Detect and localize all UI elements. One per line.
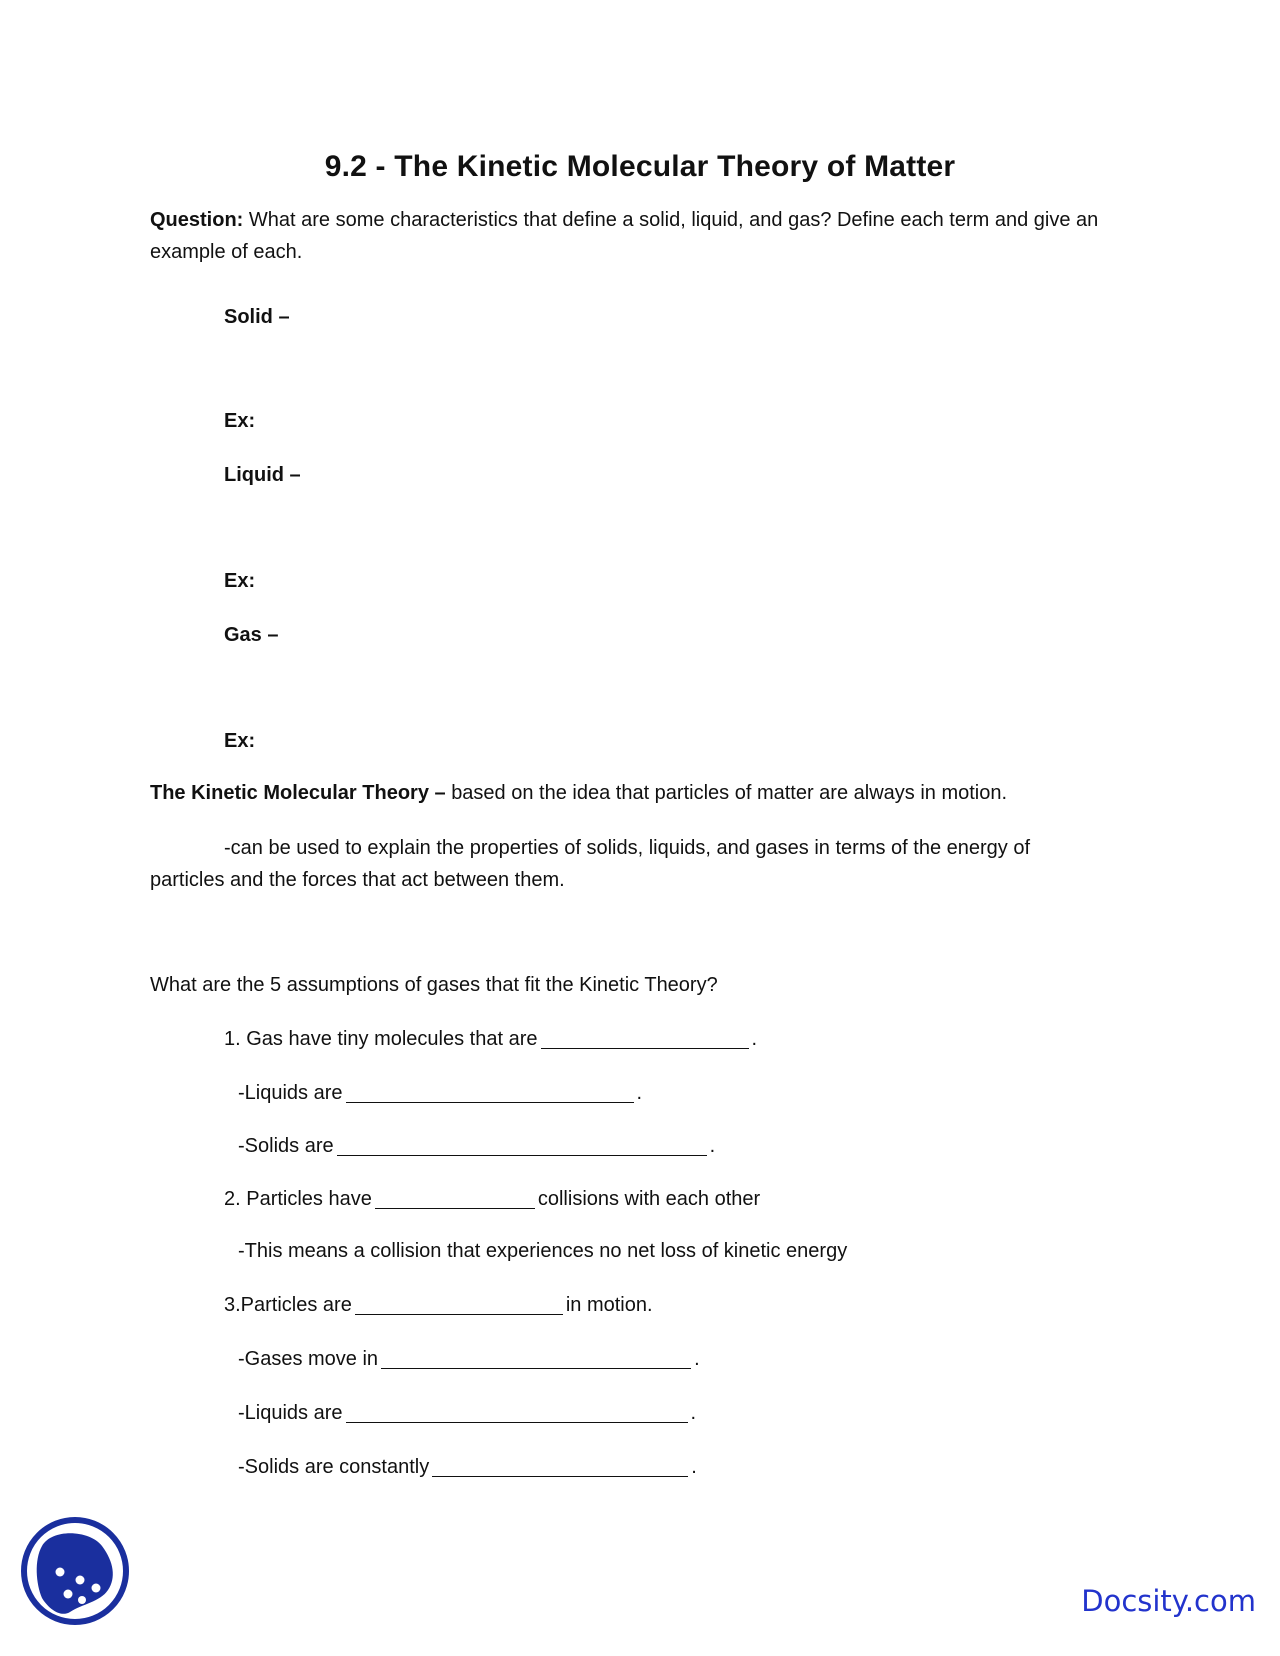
- liquid-example-label: Ex:: [224, 570, 256, 592]
- kmt-text: based on the idea that particles of matter are always in motion.: [451, 782, 1008, 804]
- question-label: Question:: [150, 209, 244, 231]
- blank-3-solids[interactable]: [432, 1454, 688, 1477]
- solid-example-label: Ex:: [224, 410, 256, 432]
- blank-3-liquids[interactable]: [346, 1400, 688, 1423]
- kmt-definition: [150, 778, 1007, 808]
- assumptions-question: What are the 5 assumptions of gases that fit the Kinetic Theory?: [150, 974, 718, 996]
- kmt-label: The Kinetic Molecular Theory –: [150, 782, 446, 804]
- blank-3-gases[interactable]: [381, 1346, 691, 1369]
- assumption-3-gases: -Gases move in .: [238, 1348, 700, 1370]
- assumption-1-liquids: -Liquids are .: [238, 1082, 643, 1104]
- question-paragraph: [150, 204, 1110, 268]
- question-text: What are some characteristics that define a solid, liquid, and gas? Define each term and give an example of each.: [150, 209, 1099, 263]
- docsity-brand-link[interactable]: Docsity.com: [1081, 1584, 1256, 1618]
- docsity-logo-icon: [20, 1516, 130, 1626]
- blank-3[interactable]: [355, 1292, 563, 1315]
- solid-label: Solid –: [224, 306, 290, 328]
- assumption-2-note: -This means a collision that experiences no net loss of kinetic energy: [238, 1240, 848, 1262]
- gas-example-label: Ex:: [224, 730, 256, 752]
- blank-2[interactable]: [375, 1186, 535, 1209]
- assumption-1-solids: -Solids are .: [238, 1135, 716, 1157]
- assumption-3: 3.Particles are in motion.: [224, 1294, 653, 1316]
- assumption-1: 1. Gas have tiny molecules that are .: [224, 1028, 758, 1050]
- assumption-3-liquids: -Liquids are .: [238, 1402, 697, 1424]
- gas-label: Gas –: [224, 624, 279, 646]
- blank-1-solids[interactable]: [337, 1133, 707, 1156]
- assumption-3-solids: -Solids are constantly .: [238, 1456, 697, 1478]
- page-title: 9.2 - The Kinetic Molecular Theory of Matter: [324, 150, 956, 183]
- kmt-note: -can be used to explain the properties of solids, liquids, and gases in terms of the energy of particles and the forces that act between them.: [150, 837, 1031, 891]
- blank-1[interactable]: [541, 1026, 749, 1049]
- liquid-label: Liquid –: [224, 464, 301, 486]
- assumption-2: 2. Particles have collisions with each other: [224, 1188, 761, 1210]
- blank-1-liquids[interactable]: [346, 1080, 634, 1103]
